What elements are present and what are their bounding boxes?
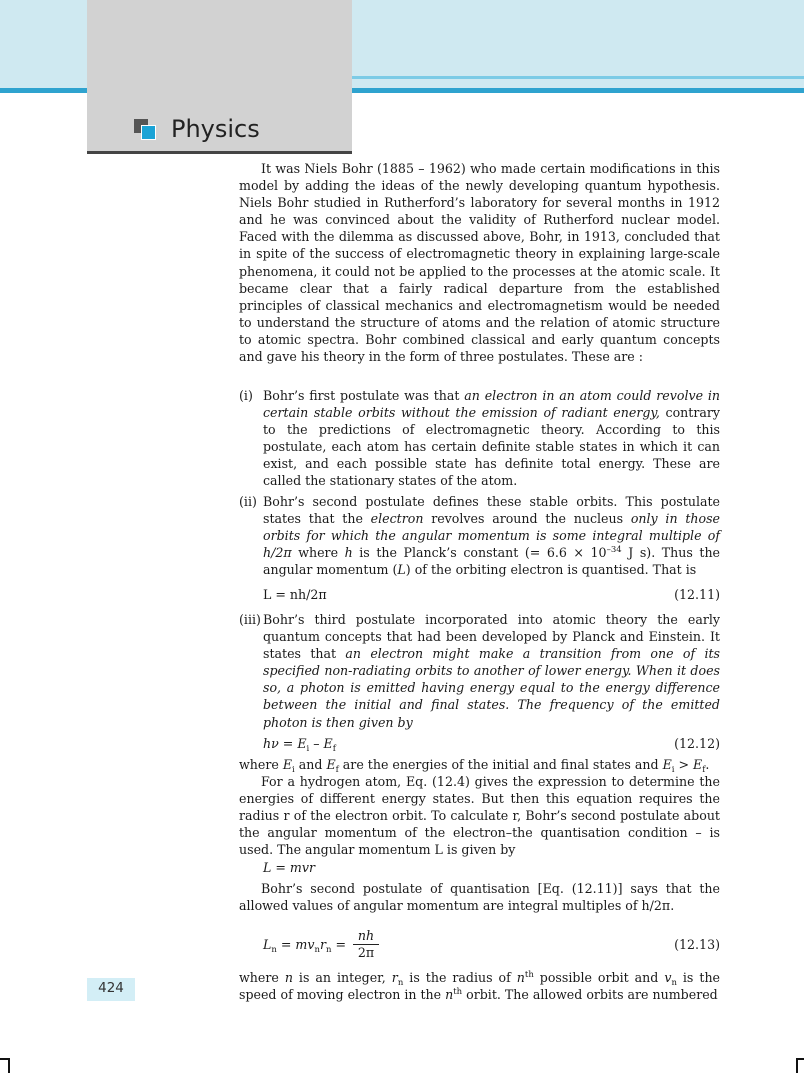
equation-number-12-12: (12.12) <box>674 736 720 751</box>
equation-number-12-13: (12.13) <box>674 937 720 952</box>
equation-12-13-lhs: $L_n = mv_nr_n$ = <box>263 937 347 955</box>
postulate-3: (iii) Bohr’s third postulate incorporated into atomic theory the early quantum concepts that had been developed by Planck and Einstein. It states that an electron might make a transition from one of its specified non-radiating orbits to another of lower energy. When it does so, a photon is emitted having energy equal to the energy difference between the initial and final states. The frequency of the emitted photon is then given by <box>239 612 720 730</box>
equation-12-11: L = nh/2π <box>263 587 327 602</box>
postulate-1-label: (i) <box>239 388 253 403</box>
page-number: 424 <box>98 980 124 996</box>
intro-paragraph: It was Niels Bohr (1885 – 1962) who made certain modifications in this model by adding the ideas of the newly developing quantum hypothesis. Niels Bohr studied in Rutherford’s laboratory for several months in 1912 and he was convinced about the validity of Rutherford nuclear model. Faced with the dilemma as discussed above, Bohr, in 1913, concluded that in spite of the success of electromagnetic theory in explaining large-scale phenomena, it could not be applied to the processes at the atomic scale. It became clear that a fairly radical departure from the established principles of classical mechanics and electromagnetism would be needed to understand the structure of atoms and the relation of atomic structure to atomic spectra. Bohr combined classical and early quantum concepts and gave his theory in the form of three postulates. These are : <box>239 161 720 365</box>
squares-icon <box>134 119 156 139</box>
hydrogen-paragraph: For a hydrogen atom, Eq. (12.4) gives the expression to determine the energies of different energy states. But then this equation requires the radius r of the electron orbit. To calculate r, Bohr’s second postulate about the angular momentum of the electron–the quantisation condition – is used. The angular momentum L is given by <box>239 774 720 858</box>
quantisation-paragraph: Bohr’s second postulate of quantisation [Eq. (12.11)] says that the allowed values of angular momentum are integral multiples of h/2π. <box>239 880 720 913</box>
postulate-3-label: (iii) <box>239 612 261 627</box>
equation-12-13-fraction: $\frac{nh}{2\pi}$ <box>353 928 379 960</box>
equation-number-12-11: (12.11) <box>674 587 720 602</box>
header-stripe-light <box>352 76 804 79</box>
postulate-2: (ii) Bohr’s second postulate defines these stable orbits. This postulate states that the electron revolves around the nucleus only in those orbits for which the angular momentum is some integral multiple of h/2π where h is the Planck’s constant (= $6.6 \times 10^{-34}$ J s). Thus the angular momentum (L) of the orbiting electron is quantised. That is <box>239 494 721 578</box>
energies-sentence: where $E_i$ and $E_f$ are the energies of the initial and final states and $E_i > E_f$. <box>239 757 710 775</box>
equation-L-mvr: L = mvr <box>263 859 315 875</box>
chapter-title: Physics <box>171 115 260 143</box>
postulate-2-label: (ii) <box>239 494 257 509</box>
equation-12-12: $h\nu = E_i - E_f$ <box>263 736 336 754</box>
final-paragraph: where n is an integer, $r_n$ is the radius of $n^{th}$ possible orbit and $v_n$ is the speed of moving electron in the $n^{th}$ orbit. The allowed orbits are numbered <box>239 970 721 1003</box>
chapter-title-rule <box>87 151 352 154</box>
body-after-eq-12-12 <box>239 756 720 914</box>
postulate-1: (i) Bohr’s first postulate was that an electron in an atom could revolve in certain stable orbits without the emission of radiant energy, contrary to the predictions of electromagnetic theory. According to this postulate, each atom has certain definite stable states in which it can exist, and each possible state has definite total energy. These are called the stationary states of the atom. <box>239 388 720 489</box>
